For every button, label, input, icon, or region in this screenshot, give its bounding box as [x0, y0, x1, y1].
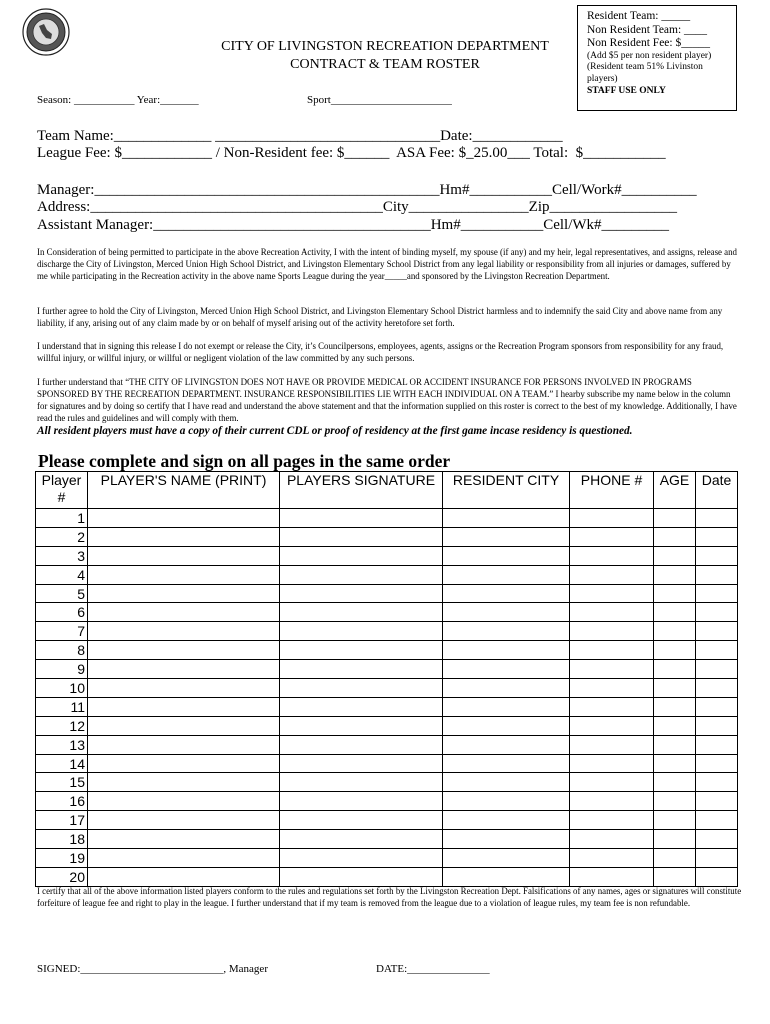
staff-use-label: STAFF USE ONLY [587, 86, 666, 96]
resident-city-cell[interactable] [443, 867, 570, 886]
player-signature-cell[interactable] [280, 773, 443, 792]
player-number: 18 [36, 830, 88, 849]
resident-city-cell[interactable] [443, 527, 570, 546]
resident-city-cell[interactable] [443, 773, 570, 792]
age-cell[interactable] [654, 716, 696, 735]
date-cell[interactable] [696, 546, 738, 565]
player-name-cell[interactable] [88, 584, 280, 603]
phone-cell[interactable] [570, 811, 654, 830]
player-number: 13 [36, 735, 88, 754]
resident-city-cell[interactable] [443, 697, 570, 716]
date-cell[interactable] [696, 660, 738, 679]
date-cell[interactable] [696, 716, 738, 735]
table-row [36, 830, 738, 849]
player-name-cell[interactable] [88, 679, 280, 698]
column-player-number: Player # [36, 472, 88, 509]
document-title [150, 38, 620, 74]
resident-city-cell[interactable] [443, 830, 570, 849]
player-name-cell[interactable] [88, 565, 280, 584]
phone-cell[interactable] [570, 735, 654, 754]
player-signature-cell[interactable] [280, 546, 443, 565]
roster-heading: Please complete and sign on all pages in the same order [38, 451, 451, 471]
player-number: 16 [36, 792, 88, 811]
phone-cell[interactable] [570, 849, 654, 868]
resident-city-cell[interactable] [443, 735, 570, 754]
table-row [36, 660, 738, 679]
staff-use-box [577, 5, 737, 111]
title-line-1: CITY OF LIVINGSTON RECREATION DEPARTMENT [221, 39, 549, 54]
date-cell[interactable] [696, 679, 738, 698]
table-row [36, 792, 738, 811]
date-cell[interactable] [696, 754, 738, 773]
phone-cell[interactable] [570, 716, 654, 735]
non-resident-fee-field[interactable]: Non Resident Fee: $_____ [587, 37, 710, 49]
resident-city-cell[interactable] [443, 811, 570, 830]
phone-cell[interactable] [570, 754, 654, 773]
age-cell[interactable] [654, 622, 696, 641]
title-line-2: CONTRACT & TEAM ROSTER [290, 57, 480, 72]
resident-city-cell[interactable] [443, 584, 570, 603]
phone-cell[interactable] [570, 641, 654, 660]
player-number: 17 [36, 811, 88, 830]
column-player-name: PLAYER'S NAME (PRINT) [88, 472, 280, 509]
table-row [36, 773, 738, 792]
player-signature-cell[interactable] [280, 641, 443, 660]
city-seal-icon [22, 8, 70, 56]
date-cell[interactable] [696, 622, 738, 641]
age-cell[interactable] [654, 697, 696, 716]
player-signature-cell[interactable] [280, 603, 443, 622]
release-paragraph-2: I further agree to hold the City of Livingston, Merced Union High School District, and Livingston Elementary School District harmless and to indemnify the said City and above name from any liability, if any, arising out of any claim made by or on behalf of myself arising out of the activity heretofore set forth. [37, 306, 723, 328]
release-paragraph-3: I understand that in signing this release I do not exempt or release the City, it’s Councilpersons, employees, agents, assigns or the Recreation Program sponsors from responsibility for any fraud, willful injury, or willful injury, or willful or negligent violation of the law committed by any such persons. [37, 341, 724, 363]
player-name-cell[interactable] [88, 811, 280, 830]
phone-cell[interactable] [570, 660, 654, 679]
player-number: 7 [36, 622, 88, 641]
player-signature-cell[interactable] [280, 622, 443, 641]
player-signature-cell[interactable] [280, 527, 443, 546]
age-cell[interactable] [654, 830, 696, 849]
player-number: 14 [36, 754, 88, 773]
player-number: 9 [36, 660, 88, 679]
phone-cell[interactable] [570, 792, 654, 811]
player-signature-cell[interactable] [280, 867, 443, 886]
player-number: 3 [36, 546, 88, 565]
age-cell[interactable] [654, 603, 696, 622]
age-cell[interactable] [654, 792, 696, 811]
certification-text: I certify that all of the above information listed players conform to the rules and regulations set forth by the Livingston Recreation Dept. Falsifications of any names, ages or signatures will constitute forfeiture of league fee and right to play in the league. I further understand that if my team is removed from the league due to a violation of league rules, my team fee is non refundable. [37, 886, 742, 908]
team-name-field[interactable]: Team Name:_____________ ______________________________Date:____________ [37, 128, 563, 144]
phone-cell[interactable] [570, 565, 654, 584]
column-phone: PHONE # [570, 472, 654, 509]
player-name-cell[interactable] [88, 641, 280, 660]
age-cell[interactable] [654, 660, 696, 679]
signature-date-field[interactable]: DATE:_______________ [376, 963, 490, 975]
player-number: 19 [36, 849, 88, 868]
table-row [36, 867, 738, 886]
age-cell[interactable] [654, 811, 696, 830]
player-signature-cell[interactable] [280, 697, 443, 716]
age-cell[interactable] [654, 641, 696, 660]
player-signature-cell[interactable] [280, 679, 443, 698]
date-cell[interactable] [696, 603, 738, 622]
date-cell[interactable] [696, 509, 738, 528]
date-cell[interactable] [696, 811, 738, 830]
column-age: AGE [654, 472, 696, 509]
age-cell[interactable] [654, 773, 696, 792]
table-row [36, 811, 738, 830]
league-fee-field[interactable]: League Fee: $____________ / Non-Resident fee: $______ ASA Fee: $_25.00___ Total: $___________ [37, 145, 666, 161]
player-number: 2 [36, 527, 88, 546]
table-row [36, 641, 738, 660]
resident-city-cell[interactable] [443, 622, 570, 641]
player-name-cell[interactable] [88, 792, 280, 811]
age-cell[interactable] [654, 546, 696, 565]
player-name-cell[interactable] [88, 867, 280, 886]
player-number: 12 [36, 716, 88, 735]
resident-city-cell[interactable] [443, 792, 570, 811]
player-signature-cell[interactable] [280, 660, 443, 679]
column-date: Date [696, 472, 738, 509]
player-name-cell[interactable] [88, 546, 280, 565]
player-signature-cell[interactable] [280, 716, 443, 735]
table-row [36, 527, 738, 546]
date-cell[interactable] [696, 527, 738, 546]
player-signature-cell[interactable] [280, 849, 443, 868]
non-resident-note: (Add $5 per non resident player) (Resident team 51% Livinston players) [587, 50, 712, 84]
column-resident-city: RESIDENT CITY [443, 472, 570, 509]
roster-body [36, 509, 738, 887]
phone-cell[interactable] [570, 773, 654, 792]
resident-city-cell[interactable] [443, 754, 570, 773]
residency-notice: All resident players must have a copy of their current CDL or proof of residency at the first game incase residency is questioned. [37, 425, 633, 437]
resident-city-cell[interactable] [443, 849, 570, 868]
resident-city-cell[interactable] [443, 660, 570, 679]
phone-cell[interactable] [570, 546, 654, 565]
player-name-cell[interactable] [88, 509, 280, 528]
roster-header-row [36, 472, 738, 509]
player-number: 8 [36, 641, 88, 660]
phone-cell[interactable] [570, 622, 654, 641]
phone-cell[interactable] [570, 584, 654, 603]
table-row [36, 565, 738, 584]
player-number: 1 [36, 509, 88, 528]
player-name-cell[interactable] [88, 716, 280, 735]
player-signature-cell[interactable] [280, 811, 443, 830]
phone-cell[interactable] [570, 867, 654, 886]
release-paragraph-4: I further understand that “THE CITY OF LIVINGSTON DOES NOT HAVE OR PROVIDE MEDICAL OR ACCIDENT INSURANCE FOR PERSONS INVOLVED IN PROGRAMS SPONSORED BY THE RECREATION DEPARTMENT. INSURANCE RESPONSIBILITIES LIE WITH EACH INDIVIDUAL ON A TEAM.” I hearby subscribe my name below in the column for signatures and by doing so certify that I have read and understand the above statement and that the information supplied on this roster is correct to the best of my knowledge. Additionally, I have read the rules and guidelines and will comply with them. [37, 377, 737, 423]
player-name-cell[interactable] [88, 527, 280, 546]
player-signature-cell[interactable] [280, 584, 443, 603]
date-cell[interactable] [696, 792, 738, 811]
address-field[interactable]: Address:_______________________________________City________________Zip_________________ [37, 199, 677, 215]
player-number: 11 [36, 697, 88, 716]
player-number: 10 [36, 679, 88, 698]
phone-cell[interactable] [570, 527, 654, 546]
signed-manager-field[interactable]: SIGNED:__________________________, Manager [37, 963, 268, 975]
resident-city-cell[interactable] [443, 565, 570, 584]
manager-field[interactable]: Manager:______________________________________________Hm#___________Cell/Work#__________ [37, 182, 697, 198]
table-row [36, 546, 738, 565]
table-row [36, 584, 738, 603]
player-name-cell[interactable] [88, 697, 280, 716]
table-row [36, 509, 738, 528]
age-cell[interactable] [654, 584, 696, 603]
table-row [36, 622, 738, 641]
release-paragraph-1: In Consideration of being permitted to participate in the above Recreation Activity, I with the intent of binding myself, my spouse (if any) and my heir, legal representatives, and assigns, release and discharge the City of Livingston, Merced Union High School District, and Livingston Elementary School District from any legal liability or responsibility from all injuries or damages, suffered by me while participating in the Recreation activity in the above name Sports League during the year_____and sponsored by the Livingston Recreation Department. [37, 247, 737, 281]
column-player-signature: PLAYERS SIGNATURE [280, 472, 443, 509]
resident-city-cell[interactable] [443, 716, 570, 735]
player-name-cell[interactable] [88, 830, 280, 849]
player-number: 20 [36, 867, 88, 886]
age-cell[interactable] [654, 679, 696, 698]
non-resident-team-field[interactable]: Non Resident Team: ____ [587, 23, 708, 36]
resident-city-cell[interactable] [443, 641, 570, 660]
table-row [36, 603, 738, 622]
player-signature-cell[interactable] [280, 509, 443, 528]
age-cell[interactable] [654, 735, 696, 754]
resident-city-cell[interactable] [443, 603, 570, 622]
date-cell[interactable] [696, 735, 738, 754]
player-signature-cell[interactable] [280, 754, 443, 773]
resident-city-cell[interactable] [443, 679, 570, 698]
resident-team-field[interactable]: Resident Team: _____ [587, 10, 691, 22]
player-name-cell[interactable] [88, 773, 280, 792]
age-cell[interactable] [654, 565, 696, 584]
player-name-cell[interactable] [88, 622, 280, 641]
age-cell[interactable] [654, 509, 696, 528]
player-signature-cell[interactable] [280, 565, 443, 584]
age-cell[interactable] [654, 867, 696, 886]
player-number: 15 [36, 773, 88, 792]
roster-table [35, 471, 738, 887]
resident-city-cell[interactable] [443, 546, 570, 565]
phone-cell[interactable] [570, 509, 654, 528]
date-cell[interactable] [696, 565, 738, 584]
table-row [36, 679, 738, 698]
phone-cell[interactable] [570, 697, 654, 716]
date-cell[interactable] [696, 849, 738, 868]
phone-cell[interactable] [570, 679, 654, 698]
player-signature-cell[interactable] [280, 735, 443, 754]
player-number: 4 [36, 565, 88, 584]
date-cell[interactable] [696, 584, 738, 603]
age-cell[interactable] [654, 754, 696, 773]
table-row [36, 697, 738, 716]
age-cell[interactable] [654, 527, 696, 546]
player-name-cell[interactable] [88, 603, 280, 622]
date-cell[interactable] [696, 830, 738, 849]
date-cell[interactable] [696, 697, 738, 716]
season-year-field[interactable]: Season: ___________ Year:_______ [37, 94, 199, 106]
date-cell[interactable] [696, 867, 738, 886]
player-signature-cell[interactable] [280, 830, 443, 849]
phone-cell[interactable] [570, 603, 654, 622]
date-cell[interactable] [696, 773, 738, 792]
player-number: 6 [36, 603, 88, 622]
player-number: 5 [36, 584, 88, 603]
phone-cell[interactable] [570, 830, 654, 849]
resident-city-cell[interactable] [443, 509, 570, 528]
assistant-manager-field[interactable]: Assistant Manager:_____________________________________Hm#___________Cell/Wk#_________ [37, 217, 670, 233]
date-cell[interactable] [696, 641, 738, 660]
sport-field[interactable]: Sport______________________ [307, 94, 452, 106]
player-name-cell[interactable] [88, 849, 280, 868]
player-name-cell[interactable] [88, 754, 280, 773]
player-name-cell[interactable] [88, 735, 280, 754]
player-signature-cell[interactable] [280, 792, 443, 811]
age-cell[interactable] [654, 849, 696, 868]
table-row [36, 849, 738, 868]
table-row [36, 716, 738, 735]
table-row [36, 754, 738, 773]
player-name-cell[interactable] [88, 660, 280, 679]
table-row [36, 735, 738, 754]
